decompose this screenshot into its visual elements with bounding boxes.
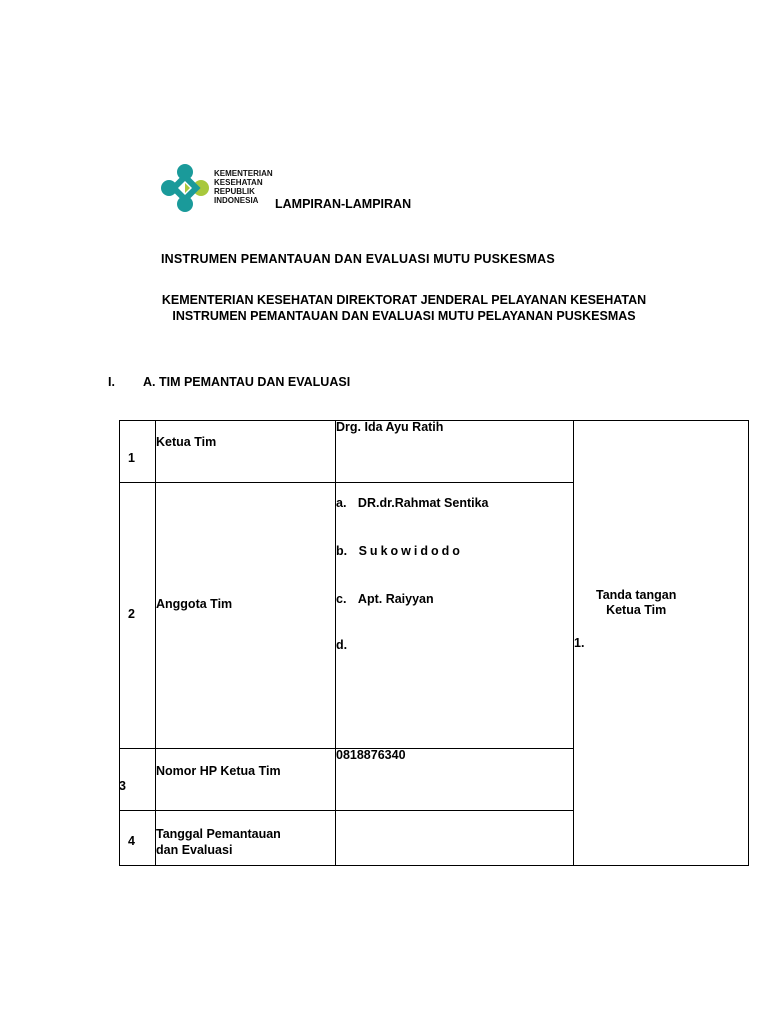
signature-label-line: Ketua Tim xyxy=(606,603,667,617)
member-marker: c. xyxy=(336,592,347,606)
row-label xyxy=(156,826,281,858)
row-label: Anggota Tim xyxy=(156,597,233,611)
member-item xyxy=(336,638,355,652)
member-item xyxy=(336,592,434,606)
row-number: 1 xyxy=(128,451,135,465)
row-number: 4 xyxy=(128,834,135,848)
row-label: Ketua Tim xyxy=(156,435,217,449)
row-label-line: Tanggal Pemantauan xyxy=(156,827,281,841)
member-marker: a. xyxy=(336,496,347,510)
section-number: I. xyxy=(108,375,115,389)
row-value: 0818876340 xyxy=(336,748,406,762)
section-title: A. TIM PEMANTAU DAN EVALUASI xyxy=(143,375,351,389)
row-number: 2 xyxy=(128,607,135,621)
member-marker: d. xyxy=(336,638,348,652)
member-marker: b. xyxy=(336,544,348,558)
logo-text-line: REPUBLIK xyxy=(214,187,255,196)
signature-marker: 1. xyxy=(574,636,585,650)
row-label-line: dan Evaluasi xyxy=(156,843,233,857)
member-item xyxy=(336,544,463,558)
subtitle-line-1: KEMENTERIAN KESEHATAN DIREKTORAT JENDERAL PELAYANAN KESEHATAN xyxy=(161,293,647,307)
document-title: INSTRUMEN PEMANTAUAN DAN EVALUASI MUTU PUSKESMAS xyxy=(161,252,555,266)
member-item xyxy=(336,496,489,510)
member-name: DR.dr.Rahmat Sentika xyxy=(357,496,489,510)
member-name: Apt. Raiyyan xyxy=(357,592,434,606)
logo-text-line: KEMENTERIAN xyxy=(214,169,273,178)
row-label: Nomor HP Ketua Tim xyxy=(156,764,281,778)
signature-label xyxy=(596,588,676,618)
lampiran-heading: LAMPIRAN-LAMPIRAN xyxy=(275,197,412,211)
row-value: Drg. Ida Ayu Ratih xyxy=(336,420,444,434)
subtitle-line-2: INSTRUMEN PEMANTAUAN DAN EVALUASI MUTU PELAYANAN PUSKESMAS xyxy=(172,309,636,323)
signature-label-line: Tanda tangan xyxy=(596,588,677,602)
member-name: Sukowidodo xyxy=(358,544,463,558)
logo-text-line: INDONESIA xyxy=(214,196,259,205)
row-number: 3 xyxy=(119,779,126,793)
logo-text-line: KESEHATAN xyxy=(214,178,263,187)
